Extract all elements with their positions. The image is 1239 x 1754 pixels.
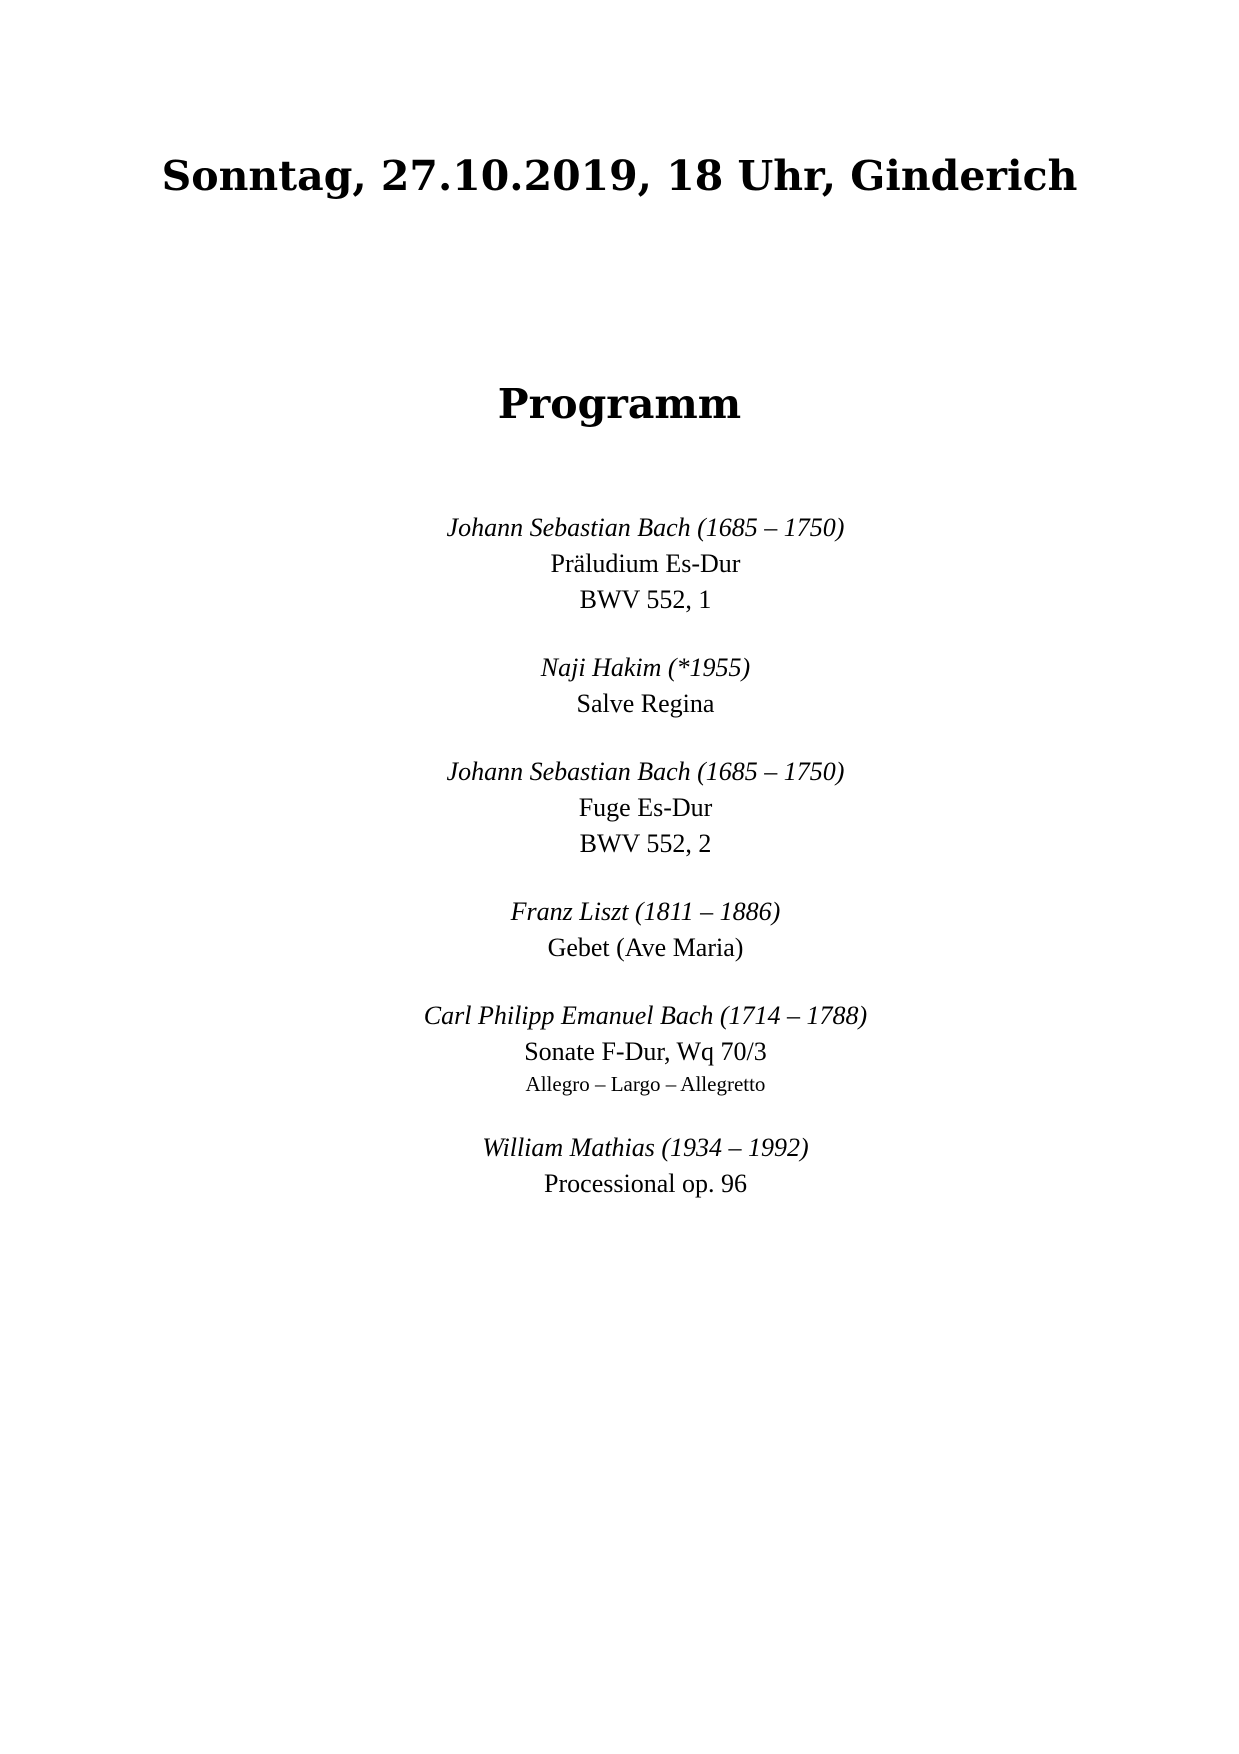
- work-catalog: BWV 552, 1: [579, 585, 712, 614]
- work-title: Gebet (Ave Maria): [547, 933, 744, 962]
- program-item: [0, 998, 1239, 1098]
- program-item: [0, 1130, 1239, 1202]
- composer-name: Johann Sebastian Bach (1685 – 1750): [446, 513, 845, 542]
- program-item: [0, 894, 1239, 966]
- composer-name: Carl Philipp Emanuel Bach (1714 – 1788): [423, 1001, 868, 1030]
- program-item: [0, 650, 1239, 722]
- work-catalog: BWV 552, 2: [579, 829, 712, 858]
- composer-name: Johann Sebastian Bach (1685 – 1750): [446, 757, 845, 786]
- work-title: Präludium Es-Dur: [550, 549, 741, 578]
- composer-name: Naji Hakim (*1955): [540, 653, 751, 682]
- composer-name: Franz Liszt (1811 – 1886): [510, 897, 781, 926]
- work-title: Processional op. 96: [544, 1169, 747, 1198]
- program-item: [0, 510, 1239, 618]
- program-list: [0, 510, 1239, 1202]
- program-heading: Programm: [497, 380, 742, 428]
- work-title: Fuge Es-Dur: [578, 793, 713, 822]
- concert-date-heading: Sonntag, 27.10.2019, 18 Uhr, Ginderich: [161, 152, 1078, 200]
- program-item: [0, 754, 1239, 862]
- work-title: Sonate F-Dur, Wq 70/3: [524, 1037, 767, 1066]
- composer-name: William Mathias (1934 – 1992): [482, 1133, 809, 1162]
- work-title: Salve Regina: [576, 689, 715, 718]
- work-movements: Allegro – Largo – Allegretto: [525, 1072, 766, 1096]
